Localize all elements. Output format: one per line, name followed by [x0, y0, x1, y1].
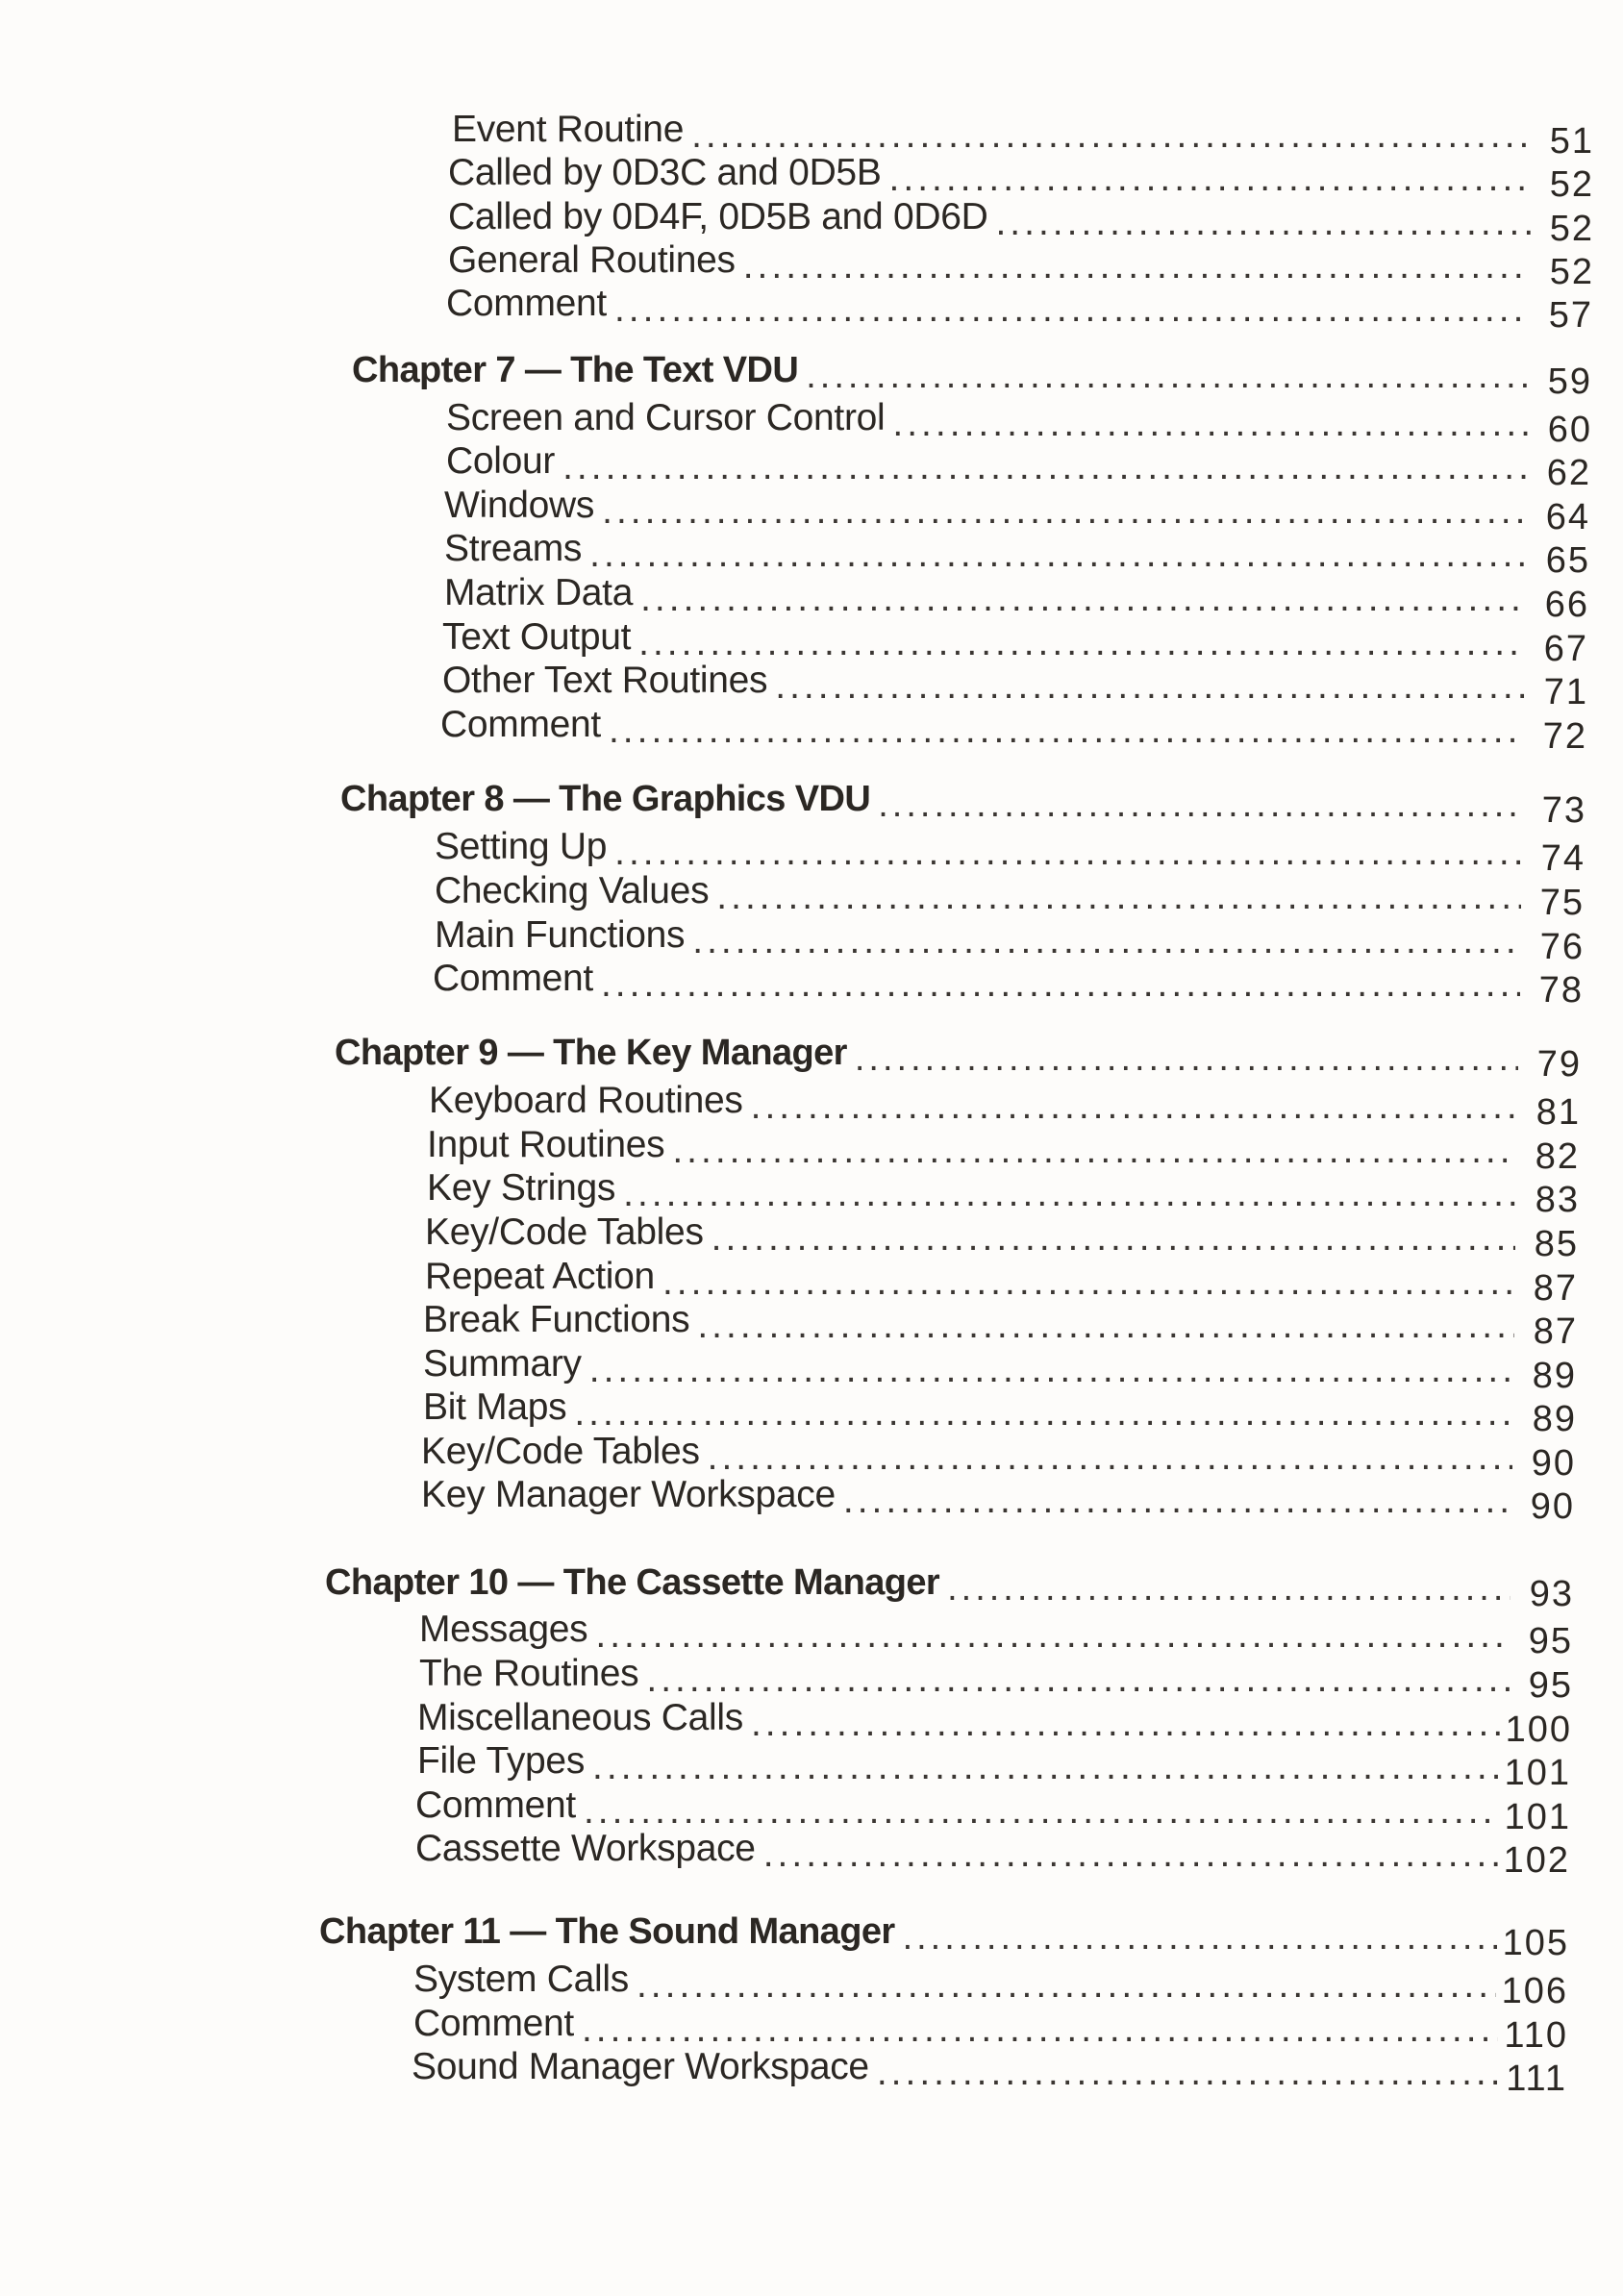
dot-leader — [609, 709, 1524, 753]
toc-entry-title: Chapter 11 — The Sound Manager — [319, 1911, 895, 1952]
toc-entry — [425, 1255, 1578, 1309]
dot-leader — [855, 1036, 1518, 1081]
toc-chapter-heading — [340, 777, 1586, 831]
toc-page-number: 76 — [1539, 927, 1585, 967]
dot-leader — [806, 354, 1529, 398]
toc-page-number: 95 — [1528, 1621, 1573, 1661]
toc-entry-title: Streams — [444, 528, 583, 569]
toc-page-number: 65 — [1545, 540, 1590, 581]
toc-entry — [435, 825, 1586, 879]
toc-entry — [448, 238, 1594, 292]
toc-entry — [446, 439, 1591, 493]
toc-page-number: 101 — [1504, 1797, 1571, 1837]
toc-entry-title: Chapter 9 — The Key Manager — [335, 1033, 847, 1073]
toc-chapter-heading — [352, 348, 1592, 402]
toc-entry — [417, 1696, 1572, 1750]
toc-entry — [444, 527, 1590, 581]
toc-entry-title: Text Output — [442, 616, 632, 658]
toc-entry-title: Repeat Action — [425, 1256, 655, 1297]
toc-entry — [446, 396, 1592, 450]
toc-entry — [417, 1739, 1571, 1793]
toc-entry — [412, 2045, 1567, 2099]
toc-entry — [415, 1784, 1571, 1837]
toc-page-number: 72 — [1542, 716, 1587, 757]
toc-entry — [442, 615, 1588, 669]
toc-entry-title: Messages — [419, 1609, 588, 1650]
toc-entry — [446, 282, 1593, 336]
toc-entry-title: Called by 0D3C and 0D5B — [448, 152, 882, 193]
dot-leader — [947, 1566, 1511, 1610]
toc-entry-title: Summary — [423, 1343, 582, 1385]
toc-entry-title: Checking Values — [435, 870, 710, 911]
toc-entry — [423, 1342, 1577, 1396]
toc-page-number: 66 — [1544, 585, 1589, 625]
toc-entry-title: Comment — [440, 704, 601, 745]
toc-page-number: 89 — [1532, 1399, 1577, 1439]
toc-chapter-heading — [325, 1560, 1574, 1614]
toc-chapter-heading — [335, 1031, 1582, 1085]
toc-page-number: 78 — [1538, 970, 1584, 1011]
toc-page-number: 89 — [1532, 1356, 1577, 1396]
toc-entry-title: Windows — [444, 485, 595, 526]
toc-entry-title: Break Functions — [423, 1299, 690, 1340]
toc-page-number: 60 — [1547, 410, 1592, 450]
dot-leader — [903, 1915, 1497, 1959]
dot-leader — [601, 962, 1520, 1007]
dot-leader — [877, 2051, 1500, 2095]
toc-entry — [423, 1385, 1577, 1439]
toc-entry — [435, 869, 1585, 923]
toc-entry — [429, 1079, 1581, 1133]
toc-page-number: 74 — [1540, 838, 1586, 879]
toc-chapter-heading — [319, 1909, 1569, 1963]
toc-page-number: 95 — [1528, 1665, 1573, 1706]
toc-entry-title: Bit Maps — [423, 1386, 567, 1428]
toc-entry-title: Comment — [413, 2003, 574, 2044]
toc-entry-title: Matrix Data — [444, 572, 634, 613]
toc-entry-title: Comment — [415, 1784, 576, 1826]
toc-page-number: 83 — [1535, 1180, 1580, 1220]
toc-entry-title: Sound Manager Workspace — [412, 2046, 869, 2087]
toc-entry-title: Main Functions — [435, 914, 686, 956]
toc-entry — [425, 1210, 1579, 1264]
toc-page-number: 100 — [1505, 1710, 1572, 1750]
toc-entry-title: File Types — [417, 1740, 586, 1782]
toc-entry-title: Key/Code Tables — [421, 1431, 700, 1472]
toc-entry — [413, 2002, 1568, 2056]
toc-entry — [444, 484, 1590, 537]
toc-entry-title: Miscellaneous Calls — [417, 1697, 743, 1738]
toc-page-number: 73 — [1541, 790, 1586, 831]
toc-entry-title: System Calls — [413, 1959, 629, 2000]
toc-entry-title: Key Manager Workspace — [421, 1474, 836, 1515]
dot-leader — [614, 287, 1530, 332]
toc-entry — [423, 1298, 1578, 1352]
toc-entry — [421, 1430, 1576, 1484]
toc-entry — [421, 1473, 1575, 1527]
toc-page-number: 93 — [1529, 1574, 1574, 1614]
toc-page-number: 52 — [1549, 252, 1594, 292]
toc-entry-title: Keyboard Routines — [429, 1080, 743, 1121]
toc-page-number: 90 — [1530, 1486, 1575, 1527]
toc-entry-title: Chapter 10 — The Cassette Manager — [325, 1562, 940, 1603]
toc-entry — [448, 151, 1594, 205]
toc-entry — [435, 913, 1585, 967]
toc-page-number: 81 — [1536, 1092, 1581, 1133]
toc-page-number: 101 — [1504, 1753, 1571, 1793]
toc-page-number: 75 — [1539, 883, 1585, 923]
toc-page-number: 111 — [1506, 2059, 1567, 2099]
toc-entry-title: Screen and Cursor Control — [446, 397, 886, 438]
toc-entry-title: Chapter 8 — The Graphics VDU — [340, 779, 871, 819]
toc-page-number: 62 — [1546, 453, 1591, 493]
toc-page-number: 82 — [1535, 1136, 1580, 1177]
toc-entry — [427, 1123, 1580, 1177]
toc-entry-title: Input Routines — [427, 1124, 665, 1165]
toc-page-number: 59 — [1547, 362, 1592, 402]
toc-page-number: 52 — [1549, 209, 1594, 249]
toc-page-number: 71 — [1543, 672, 1588, 712]
toc-entry-title: Event Routine — [452, 109, 685, 150]
toc-page-number: 87 — [1533, 1268, 1578, 1309]
toc-page-number: 64 — [1545, 497, 1590, 537]
toc-entry-title: Other Text Routines — [442, 660, 768, 701]
toc-page-number: 106 — [1501, 1971, 1568, 2011]
dot-leader — [843, 1479, 1511, 1523]
toc-entry-title: Called by 0D4F, 0D5B and 0D6D — [448, 196, 988, 237]
toc-entry — [415, 1827, 1570, 1881]
toc-entry-title: Key Strings — [427, 1167, 616, 1209]
toc-entry-title: Chapter 7 — The Text VDU — [352, 350, 799, 390]
toc-page-number: 85 — [1534, 1224, 1579, 1264]
toc-entry — [419, 1652, 1573, 1706]
toc-page-number: 52 — [1549, 164, 1594, 205]
toc-page-number: 87 — [1533, 1311, 1578, 1352]
toc-entry-title: Cassette Workspace — [415, 1828, 756, 1869]
toc-page-number: 102 — [1503, 1840, 1570, 1881]
dot-leader — [878, 783, 1523, 827]
toc-entry — [419, 1608, 1573, 1661]
toc-page-number: 90 — [1531, 1443, 1576, 1484]
toc-entry-title: Colour — [446, 440, 556, 482]
toc-page-number: 110 — [1504, 2015, 1568, 2056]
toc-entry — [448, 195, 1594, 249]
toc-entry-title: Comment — [433, 958, 593, 999]
toc-entry — [440, 703, 1587, 757]
toc-page-number: 105 — [1502, 1923, 1569, 1963]
toc-entry-title: Setting Up — [435, 826, 608, 867]
toc-page-number: 67 — [1543, 629, 1588, 669]
toc-entry — [413, 1958, 1568, 2011]
toc-entry — [433, 957, 1584, 1011]
toc-entry — [452, 108, 1594, 162]
toc-page-number: 79 — [1536, 1044, 1582, 1085]
toc-entry-title: Key/Code Tables — [425, 1211, 704, 1253]
toc-entry-title: The Routines — [419, 1653, 639, 1694]
toc-entry — [442, 659, 1588, 712]
toc-entry — [427, 1166, 1580, 1220]
dot-leader — [763, 1833, 1498, 1877]
toc-page-number: 57 — [1548, 295, 1593, 336]
toc-entry — [444, 571, 1589, 625]
toc-page-number: 51 — [1549, 121, 1594, 162]
toc-entry-title: Comment — [446, 283, 607, 324]
toc-entry-title: General Routines — [448, 239, 736, 281]
